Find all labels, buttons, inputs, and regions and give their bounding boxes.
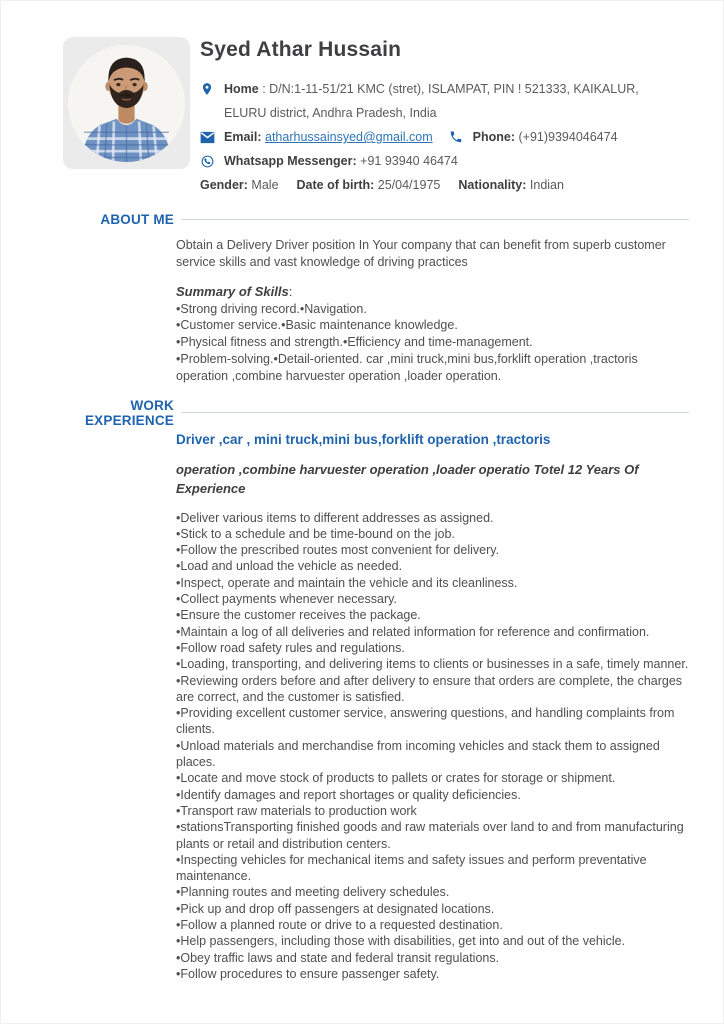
skills-heading-colon: : xyxy=(288,283,293,299)
skills-list xyxy=(176,301,689,385)
job-title: Driver ,car , mini truck,mini bus,forklift operation ,tractoris xyxy=(176,431,551,447)
about-paragraph: Obtain a Delivery Driver position In Your company that can benefit from superb customer service skills and vast knowledge of driving practices xyxy=(176,238,666,269)
gender-group xyxy=(200,173,279,197)
list-item: •Identify damages and report shortages or quality deficiencies. xyxy=(176,787,521,802)
list-item: •Follow a planned route or drive to a requested destination. xyxy=(176,918,503,932)
home-address xyxy=(224,77,668,125)
section-divider xyxy=(182,412,689,413)
section-divider xyxy=(182,219,689,220)
home-label: Home xyxy=(224,82,259,96)
email-group xyxy=(224,125,433,149)
duties-list xyxy=(176,510,689,983)
job-subtitle: operation ,combine harvuester operation ,loader operatio Totel 12 Years Of Experience xyxy=(176,461,639,497)
list-item: •Reviewing orders before and after delivery to ensure that orders are complete, the charges are correct, and the customer is satisfied. xyxy=(176,673,683,704)
list-item: •Locate and move stock of products to pallets or crates for storage or shipment. xyxy=(176,771,616,786)
skills-heading-text: Summary of Skills xyxy=(176,283,289,299)
list-item: •Follow procedures to ensure passenger safety. xyxy=(176,966,440,981)
profile-photo xyxy=(68,45,185,162)
nationality-value: Indian xyxy=(529,178,564,192)
contact-row-whatsapp xyxy=(200,149,668,173)
list-item: •Deliver various items to different addresses as assigned. xyxy=(176,510,494,525)
whatsapp-group xyxy=(224,149,458,173)
header-info xyxy=(200,37,668,197)
work-section-header xyxy=(41,397,689,428)
contact-row-email-phone xyxy=(200,125,668,149)
list-item: •Unload materials and merchandise from incoming vehicles and stack them to assigned places. xyxy=(176,738,660,770)
list-item: •Strong driving record.•Navigation. xyxy=(176,301,367,316)
home-value: : D/N:1-11-51/21 KMC (stret), ISLAMPAT, PIN ! 521333, KAIKALUR, ELURU district, Andhra Pradesh, India xyxy=(224,82,639,120)
work-content xyxy=(176,422,689,983)
nationality-label: Nationality: xyxy=(458,178,527,192)
work-experience-section xyxy=(41,397,689,983)
list-item: •Collect payments whenever necessary. xyxy=(176,592,397,607)
list-item: •Maintain a log of all deliveries and related information for reference and confirmation. xyxy=(176,624,650,639)
home-pin-icon xyxy=(200,77,217,101)
list-item: •Customer service.•Basic maintenance knowledge. xyxy=(176,318,458,333)
list-item: •Load and unload the vehicle as needed. xyxy=(176,559,403,574)
email-label: Email: xyxy=(224,130,262,144)
about-section-title: ABOUT ME xyxy=(100,211,174,227)
dob-value: 25/04/1975 xyxy=(377,178,441,192)
skills-heading xyxy=(176,284,689,299)
dob-label: Date of birth: xyxy=(296,178,375,192)
profile-photo-tile xyxy=(63,37,190,169)
about-section xyxy=(41,210,689,385)
portrait-illustration xyxy=(68,45,185,162)
phone-icon xyxy=(449,125,466,149)
whatsapp-icon xyxy=(200,149,217,173)
list-item: •Transport raw materials to production work xyxy=(176,803,417,818)
phone-label: Phone: xyxy=(472,130,515,144)
phone-group xyxy=(473,125,618,149)
whatsapp-value: +91 93940 46474 xyxy=(360,154,458,168)
dob-group xyxy=(297,173,441,197)
list-item: •Inspect, operate and maintain the vehicle and its cleanliness. xyxy=(176,575,518,590)
list-item: •Problem-solving.•Detail-oriented. car ,mini truck,mini bus,forklift operation ,tractoris operation ,combine harvuester operation ,loader operation. xyxy=(176,351,638,383)
list-item: •Physical fitness and strength.•Efficiency and time-management. xyxy=(176,335,533,350)
list-item: •Loading, transporting, and delivering items to clients or businesses in a safe, timely manner. xyxy=(176,657,689,672)
whatsapp-label: Whatsapp Messenger: xyxy=(224,154,357,168)
candidate-name: Syed Athar Hussain xyxy=(200,38,402,61)
contact-row-personal xyxy=(200,173,668,197)
gender-label: Gender: xyxy=(200,178,248,192)
work-section-title: WORK EXPERIENCE xyxy=(84,397,174,428)
about-content xyxy=(176,228,689,385)
list-item: •Planning routes and meeting delivery schedules. xyxy=(176,885,450,900)
list-item: •Ensure the customer receives the package. xyxy=(176,608,421,623)
list-item: •Follow road safety rules and regulations. xyxy=(176,640,405,655)
list-item: •Providing excellent customer service, answering questions, and handling complaints from clients. xyxy=(176,706,675,737)
contact-block xyxy=(200,77,668,197)
nationality-group xyxy=(458,173,564,197)
email-icon xyxy=(200,125,217,149)
list-item: •Help passengers, including those with disabilities, get into and out of the vehicle. xyxy=(176,934,626,949)
list-item: •Inspecting vehicles for mechanical items and safety issues and perform preventative maintenance. xyxy=(176,852,647,884)
about-section-header xyxy=(41,210,689,228)
list-item: •Pick up and drop off passengers at designated locations. xyxy=(176,901,495,916)
list-item: •Follow the prescribed routes most convenient for delivery. xyxy=(176,543,500,558)
list-item: •Stick to a schedule and be time-bound on the job. xyxy=(176,526,455,541)
gender-value: Male xyxy=(251,178,279,192)
list-item: •stationsTransporting finished goods and raw materials over land to and from manufacturing plants or retail and distribution centers. xyxy=(176,820,684,851)
email-link[interactable]: atharhussainsyed@gmail.com xyxy=(265,130,433,144)
list-item: •Obey traffic laws and state and federal transit regulations. xyxy=(176,950,500,965)
contact-row-home xyxy=(200,77,668,125)
phone-value: (+91)9394046474 xyxy=(518,130,618,144)
resume-header xyxy=(1,1,723,197)
